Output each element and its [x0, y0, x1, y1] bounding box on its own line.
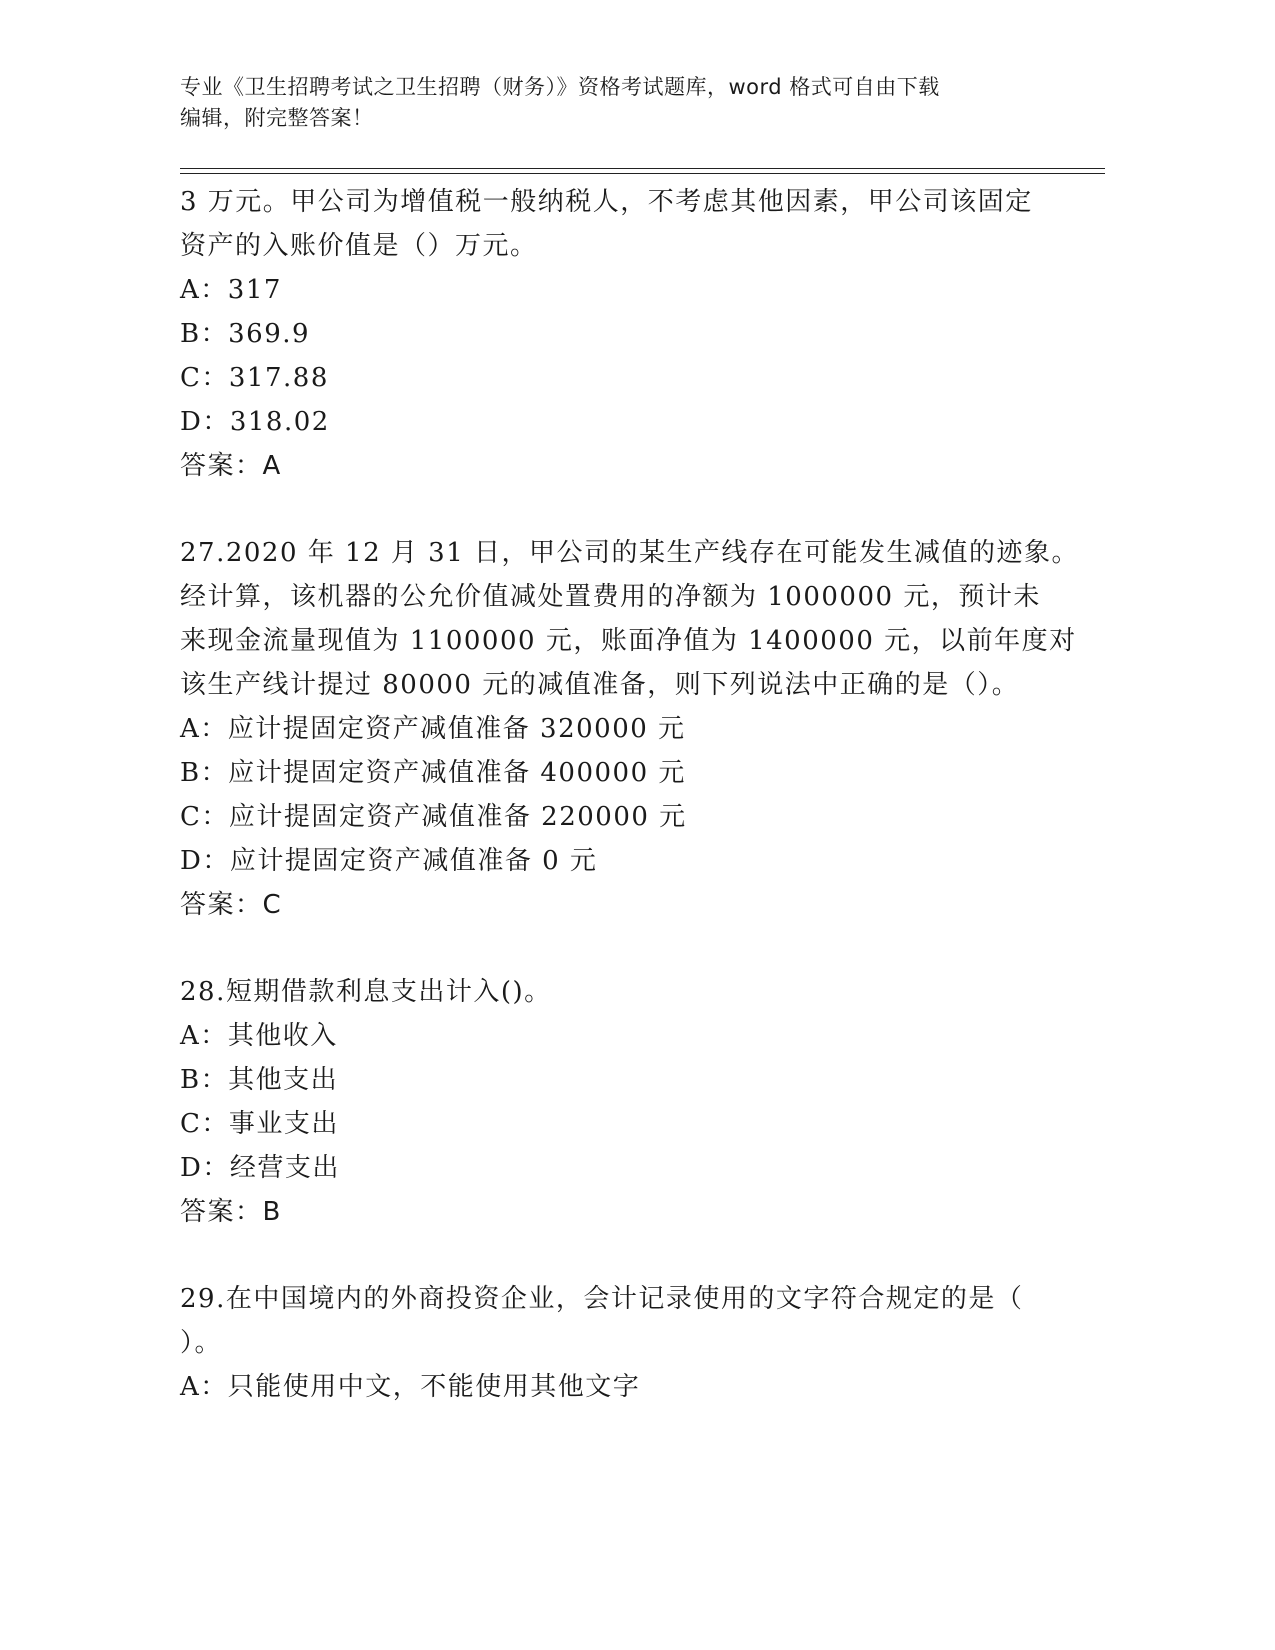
- question-26: [180, 180, 1060, 488]
- question-29: [180, 1277, 1060, 1409]
- question-27: [180, 531, 1080, 927]
- question-stem-line: 资产的入账价值是（）万元。: [180, 231, 538, 261]
- option-d: D：318.02: [180, 407, 330, 437]
- answer-line: 答案：C: [180, 890, 283, 920]
- option-a: A：应计提固定资产减值准备 320000 元: [180, 714, 686, 744]
- question-stem-line: 27.2020 年 12 月 31 日，甲公司的某生产线存在可能发生减值的迹象。: [180, 538, 1080, 568]
- option-a: A：其他收入: [180, 1021, 338, 1051]
- option-a: A：317: [180, 275, 282, 305]
- answer-line: 答案：B: [180, 1197, 282, 1227]
- question-stem-line: 3 万元。甲公司为增值税一般纳税人，不考虑其他因素，甲公司该固定: [180, 187, 1033, 217]
- option-b: B：369.9: [180, 319, 311, 349]
- option-c: C：应计提固定资产减值准备 220000 元: [180, 802, 687, 832]
- question-stem-line: 来现金流量现值为 1100000 元，账面净值为 1400000 元，以前年度对: [180, 626, 1077, 656]
- question-stem-line: 经计算，该机器的公允价值减处置费用的净额为 1000000 元，预计未: [180, 582, 1041, 612]
- option-b: B：应计提固定资产减值准备 400000 元: [180, 758, 686, 788]
- question-spacer: [180, 927, 1060, 970]
- option-c: C：317.88: [180, 363, 329, 393]
- option-a: A：只能使用中文，不能使用其他文字: [180, 1372, 641, 1402]
- question-spacer: [180, 1234, 1060, 1277]
- header-divider-bottom: [180, 173, 1105, 174]
- document-header: [180, 72, 1060, 134]
- header-line-1: 专业《卫生招聘考试之卫生招聘（财务）》资格考试题库，word 格式可自由下载: [180, 75, 940, 99]
- question-stem-line: 28.短期借款利息支出计入()。: [180, 977, 552, 1007]
- option-b: B：其他支出: [180, 1065, 339, 1095]
- option-c: C：事业支出: [180, 1109, 339, 1139]
- question-stem-line: 该生产线计提过 80000 元的减值准备，则下列说法中正确的是（）。: [180, 670, 1020, 700]
- option-d: D：经营支出: [180, 1153, 340, 1183]
- answer-line: 答案：A: [180, 451, 282, 481]
- question-stem-line: ）。: [180, 1328, 223, 1358]
- question-stem-line: 29.在中国境内的外商投资企业，会计记录使用的文字符合规定的是（: [180, 1284, 1024, 1314]
- option-d: D：应计提固定资产减值准备 0 元: [180, 846, 598, 876]
- header-line-2: 编辑，附完整答案！: [180, 106, 374, 130]
- question-list: [180, 180, 1080, 1409]
- header-divider-top: [180, 168, 1105, 169]
- question-28: [180, 970, 1060, 1234]
- question-spacer: [180, 488, 1060, 531]
